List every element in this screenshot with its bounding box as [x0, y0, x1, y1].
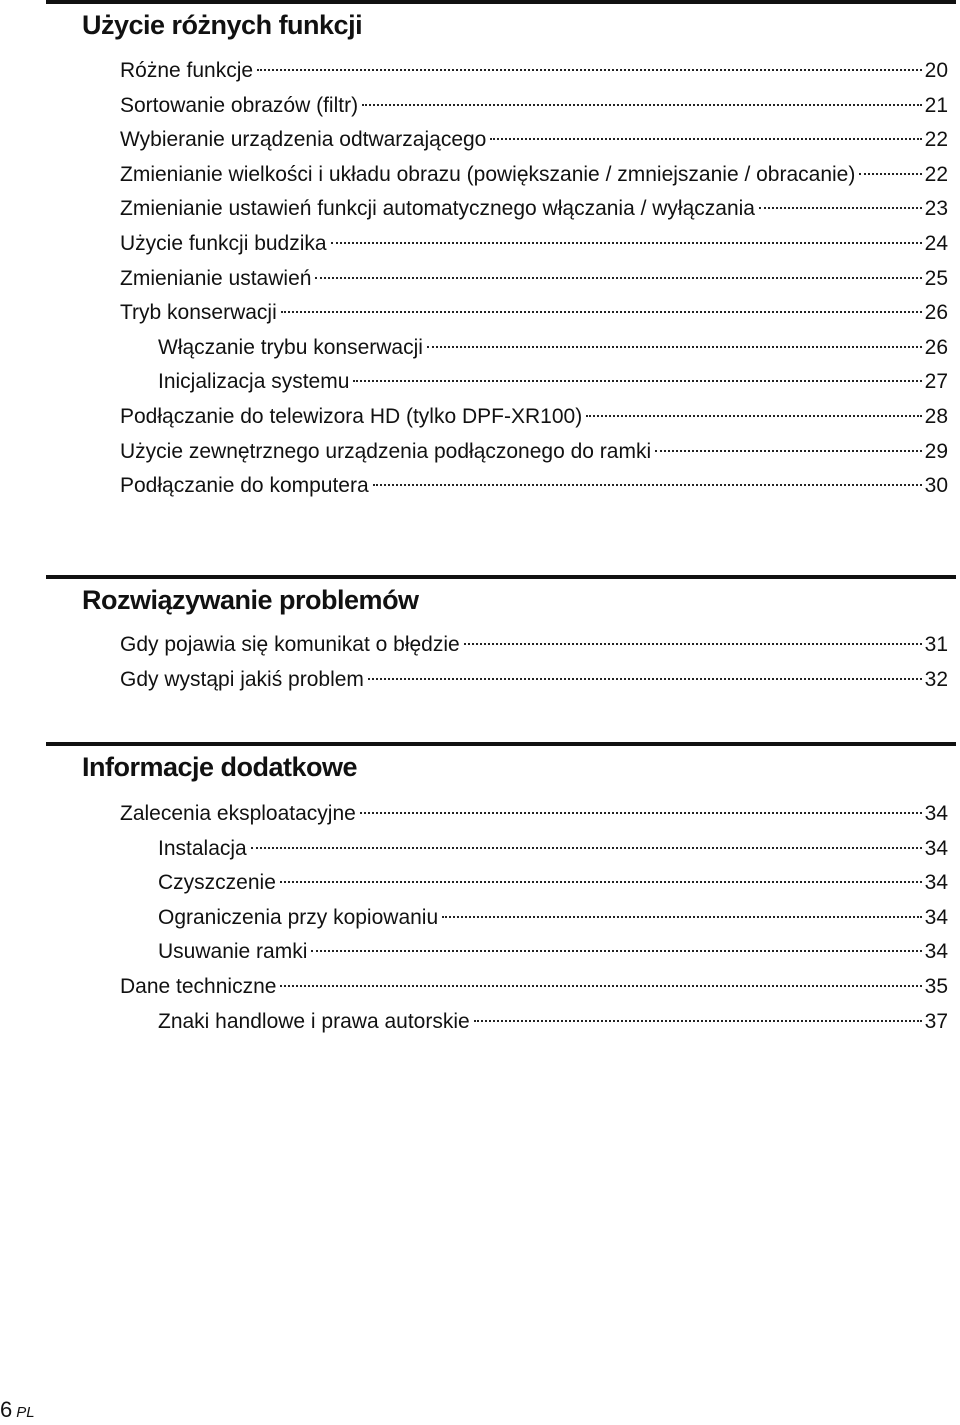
toc-entry-page: 35	[924, 974, 948, 998]
toc-entry-page: 34	[924, 905, 948, 929]
toc-entry-page: 26	[924, 335, 948, 359]
dot-leader	[759, 207, 922, 209]
toc-subentry[interactable]	[120, 365, 948, 400]
section-troubleshooting	[46, 575, 956, 691]
toc-entry-page: 29	[924, 439, 948, 463]
toc-entry-label: Włączanie trybu konserwacji	[158, 335, 423, 359]
page-number: 6	[0, 1397, 13, 1422]
dot-leader	[353, 380, 921, 382]
toc-entry[interactable]	[120, 435, 948, 470]
toc-entry[interactable]	[120, 400, 948, 435]
section-title: Informacje dodatkowe	[82, 752, 358, 782]
toc-entry[interactable]	[120, 663, 948, 698]
toc-list	[120, 797, 948, 1039]
toc-entry-page: 28	[924, 404, 948, 428]
dot-leader	[331, 242, 922, 244]
toc-entry-label: Zmienianie wielkości i układu obrazu (powiększanie / zmniejszanie / obracanie)	[120, 162, 856, 186]
toc-entry-page: 34	[924, 836, 948, 860]
toc-entry-label: Dane techniczne	[120, 974, 277, 998]
toc-entry-label: Podłączanie do telewizora HD (tylko DPF-XR100)	[120, 404, 583, 428]
toc-subentry[interactable]	[120, 866, 948, 901]
toc-subentry[interactable]	[120, 331, 948, 366]
dot-leader	[490, 138, 921, 140]
toc-entry-label: Sortowanie obrazów (filtr)	[120, 93, 359, 117]
dot-leader	[360, 812, 922, 814]
toc-entry-page: 22	[924, 128, 948, 152]
dot-leader	[311, 950, 921, 952]
toc-entry-page: 31	[924, 633, 948, 656]
toc-entry[interactable]	[120, 797, 948, 832]
toc-entry[interactable]	[120, 54, 948, 89]
dot-leader	[281, 311, 922, 313]
dot-leader	[859, 173, 921, 175]
toc-entry[interactable]	[120, 192, 948, 227]
toc-entry-label: Instalacja	[158, 836, 247, 860]
toc-entry-label: Ograniczenia przy kopiowaniu	[158, 905, 439, 929]
dot-leader	[427, 346, 922, 348]
toc-entry-label: Usuwanie ramki	[158, 940, 308, 964]
toc-entry-page: 34	[924, 871, 948, 895]
page-footer	[0, 1397, 35, 1423]
toc-entry-label: Użycie funkcji budzika	[120, 231, 327, 255]
toc-entry-label: Gdy pojawia się komunikat o błędzie	[120, 633, 460, 656]
toc-entry-label: Gdy wystąpi jakiś problem	[120, 667, 364, 691]
toc-entry-page: 34	[924, 802, 948, 825]
toc-entry-label: Zmienianie ustawień	[120, 266, 312, 290]
toc-entry-label: Użycie zewnętrznego urządzenia podłączonego do ramki	[120, 439, 652, 463]
toc-entry[interactable]	[120, 469, 948, 504]
section-title: Użycie różnych funkcji	[82, 10, 363, 40]
toc-entry-label: Różne funkcje	[120, 59, 254, 82]
toc-entry[interactable]	[120, 628, 948, 663]
dot-leader	[280, 985, 921, 987]
toc-entry-label: Znaki handlowe i prawa autorskie	[158, 1009, 470, 1033]
toc-entry-label: Inicjalizacja systemu	[158, 370, 350, 394]
toc-entry-page: 20	[924, 59, 948, 82]
toc-entry[interactable]	[120, 158, 948, 193]
toc-entry-page: 27	[924, 370, 948, 394]
toc-subentry[interactable]	[120, 901, 948, 936]
dot-leader	[586, 415, 921, 417]
dot-leader	[280, 881, 922, 883]
language-code: PL	[16, 1404, 35, 1421]
toc-entry-page: 24	[924, 231, 948, 255]
toc-entry-page: 32	[924, 667, 948, 691]
dot-leader	[655, 450, 922, 452]
dot-leader	[442, 916, 921, 918]
toc-entry-page: 21	[924, 93, 948, 117]
toc-entry-page: 30	[924, 474, 948, 498]
toc-subentry[interactable]	[120, 1005, 948, 1040]
dot-leader	[251, 847, 922, 849]
toc-entry-label: Wybieranie urządzenia odtwarzającego	[120, 128, 487, 152]
toc-entry-page: 34	[924, 940, 948, 964]
dot-leader	[464, 643, 922, 645]
dot-leader	[373, 484, 922, 486]
toc-entry-label: Podłączanie do komputera	[120, 474, 369, 498]
section-title: Rozwiązywanie problemów	[82, 585, 419, 615]
dot-leader	[362, 104, 922, 106]
toc-entry[interactable]	[120, 970, 948, 1005]
toc-entry[interactable]	[120, 262, 948, 297]
toc-subentry[interactable]	[120, 832, 948, 867]
toc-entry[interactable]	[120, 227, 948, 262]
dot-leader	[474, 1020, 922, 1022]
dot-leader	[368, 678, 922, 680]
toc-entry-label: Tryb konserwacji	[120, 301, 277, 325]
toc-entry-page: 23	[924, 197, 948, 221]
dot-leader	[257, 69, 922, 71]
section-various-functions	[46, 0, 956, 498]
dot-leader	[315, 277, 921, 279]
toc-list	[120, 628, 948, 697]
toc-subentry[interactable]	[120, 935, 948, 970]
toc-entry-page: 25	[924, 266, 948, 290]
toc-list	[120, 54, 948, 504]
toc-entry-label: Zalecenia eksploatacyjne	[120, 802, 356, 825]
section-additional-info	[46, 742, 956, 1033]
toc-entry[interactable]	[120, 296, 948, 331]
toc-entry-page: 22	[924, 162, 948, 186]
toc-entry-page: 26	[924, 301, 948, 325]
toc-entry-label: Zmienianie ustawień funkcji automatycznego włączania / wyłączania	[120, 197, 755, 221]
toc-entry[interactable]	[120, 89, 948, 124]
toc-entry-label: Czyszczenie	[158, 871, 276, 895]
toc-entry[interactable]	[120, 123, 948, 158]
toc-entry-page: 37	[924, 1009, 948, 1033]
